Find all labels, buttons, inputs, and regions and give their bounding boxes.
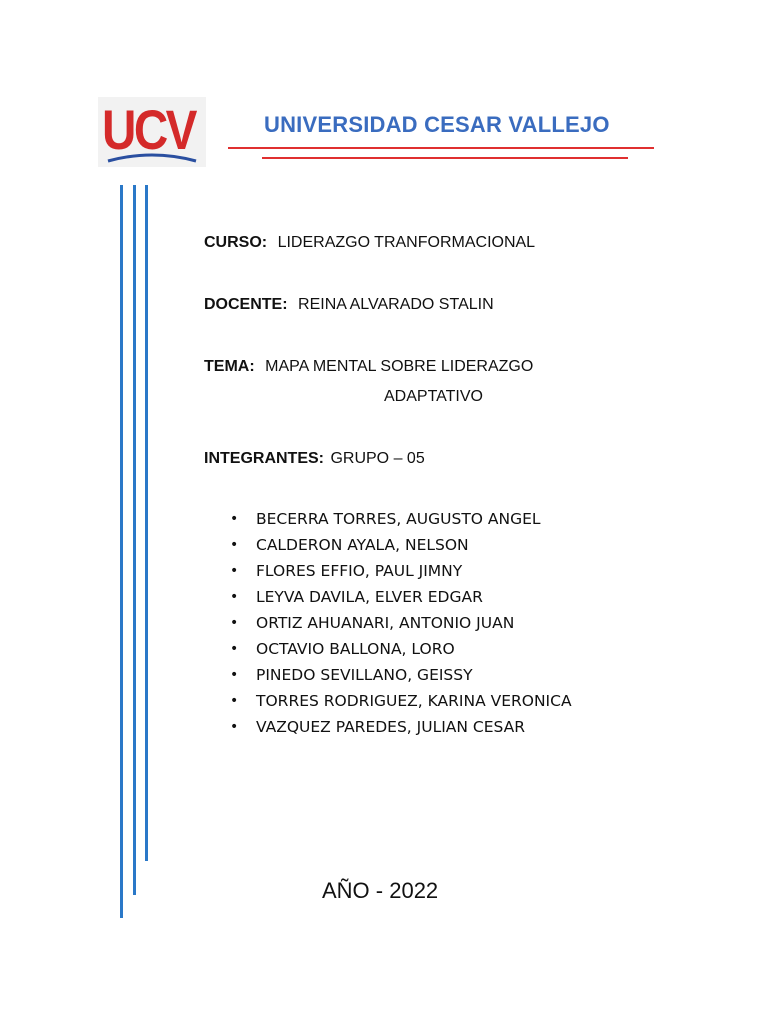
- header-rule-bottom: [262, 157, 628, 159]
- logo-text: UCV: [102, 98, 195, 161]
- ucv-logo: [98, 97, 206, 167]
- list-item: • LEYVA DAVILA, ELVER EDGAR: [230, 586, 572, 612]
- vertical-rule-3: [145, 185, 148, 861]
- list-item: • BECERRA TORRES, AUGUSTO ANGEL: [230, 508, 572, 534]
- tema-field: [204, 358, 533, 376]
- vertical-rule-2: [133, 185, 136, 895]
- logo-swoosh-icon: [106, 151, 198, 165]
- vertical-rule-1: [120, 185, 123, 918]
- list-item: • TORRES RODRIGUEZ, KARINA VERONICA: [230, 690, 572, 716]
- docente-label: DOCENTE:: [204, 296, 288, 313]
- integrantes-field: [204, 450, 425, 468]
- integrantes-value: GRUPO – 05: [330, 450, 425, 467]
- list-item: • FLORES EFFIO, PAUL JIMNY: [230, 560, 572, 586]
- members-list: [230, 508, 572, 742]
- curso-value: LIDERAZGO TRANFORMACIONAL: [277, 234, 536, 251]
- list-item: • PINEDO SEVILLANO, GEISSY: [230, 664, 572, 690]
- integrantes-label: INTEGRANTES:: [204, 450, 324, 467]
- tema-value-continued: ADAPTATIVO: [384, 388, 483, 405]
- university-title: UNIVERSIDAD CESAR VALLEJO: [264, 112, 610, 137]
- list-item: • VAZQUEZ PAREDES, JULIAN CESAR: [230, 716, 572, 742]
- list-item: • OCTAVIO BALLONA, LORO: [230, 638, 572, 664]
- docente-field: [204, 296, 494, 314]
- tema-label: TEMA:: [204, 358, 255, 375]
- docente-value: REINA ALVARADO STALIN: [298, 296, 494, 313]
- list-item: • ORTIZ AHUANARI, ANTONIO JUAN: [230, 612, 572, 638]
- list-item: • CALDERON AYALA, NELSON: [230, 534, 572, 560]
- tema-value: MAPA MENTAL SOBRE LIDERAZGO: [265, 358, 534, 375]
- curso-field: [204, 234, 535, 252]
- header-rule-top: [228, 147, 654, 149]
- curso-label: CURSO:: [204, 234, 268, 251]
- year-label: AÑO - 2022: [322, 878, 439, 903]
